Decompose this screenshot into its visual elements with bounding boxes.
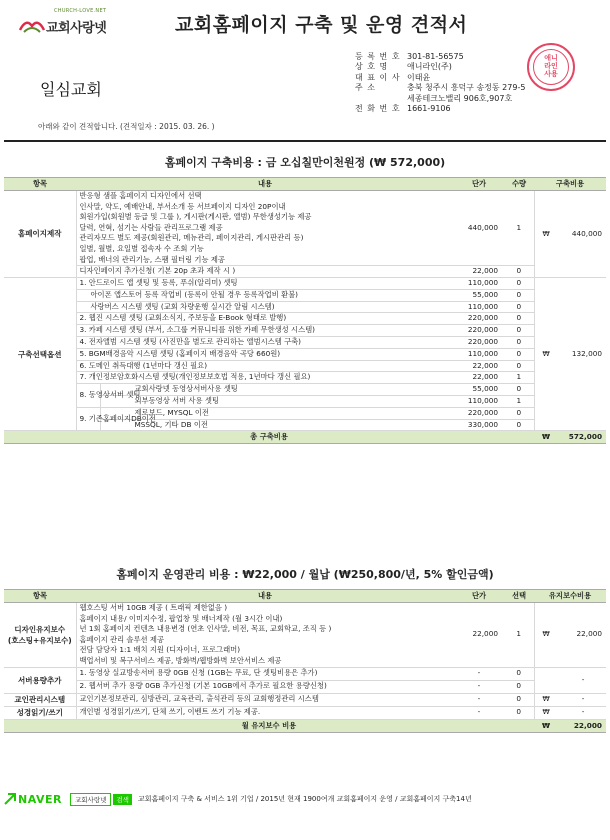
qty-cell: 0 [504, 667, 534, 680]
category-maintenance: 디자인유지보수 (호스팅+유지보수) [4, 603, 76, 668]
table-row [4, 313, 606, 325]
content-line: 일별, 월별, 요일별 접속자 수 조회 기능 [79, 243, 204, 253]
qty-cell: 0 [504, 348, 534, 360]
logo-url: CHURCH-LOVE.NET [54, 8, 107, 14]
issuer-value: 1661-9106 [407, 104, 451, 114]
issuer-row [355, 104, 605, 115]
logo-mark-icon [18, 16, 46, 34]
header-item: 항목 [4, 590, 76, 603]
footer [4, 790, 606, 808]
table-row [4, 277, 606, 289]
header-divider [4, 140, 606, 142]
content-line: 홈페이지 내용/ 이미지수정, 팝업창 및 배너제작 (월 3시간 이내) [79, 613, 283, 623]
header-price: 단가 [454, 590, 504, 603]
cost-cell: 132,000 [560, 277, 606, 430]
table-row [4, 680, 606, 693]
issuer-key: 등 록 번 호 [355, 51, 401, 61]
naver-logo: NAVER [18, 792, 62, 806]
content-line: 백업서비 및 복구서비스 제공, 방화벽/웹방화벽 보안서비스 제공 [79, 655, 282, 665]
content-line: 팝업, 배너의 관리기능, 스팸 필터링 기능 제공 [79, 254, 225, 264]
option-video-label: 8. 동영상서버 셋팅 [76, 384, 100, 408]
category-options: 구축선택옵션 [4, 277, 76, 430]
content-cell: 아이폰 앱스토어 등록 작업비 (등록이 안될 경우 등록작업비 환불) [76, 289, 454, 301]
qty-cell: 0 [504, 289, 534, 301]
issuer-value: 이태윤 [407, 72, 431, 82]
qty-cell: 1 [504, 372, 534, 384]
price-cell: 22,000 [454, 603, 504, 668]
category-homepage: 홈페이지제작 [4, 191, 76, 278]
document-title: 교회홈페이지 구축 및 운영 견적서 [175, 14, 468, 36]
issuer-value: 애니라인(주) [407, 62, 452, 72]
qty-cell: 0 [504, 313, 534, 325]
content-cell: 외부동영상 서버 사용 셋팅 [100, 395, 454, 407]
content-cell: 6. 도메인 취득대행 (1년마다 갱신 필요) [76, 360, 454, 372]
price-cell: 110,000 [454, 301, 504, 313]
qty-cell: 0 [504, 706, 534, 719]
table-row [4, 289, 606, 301]
seal-text: 애니 라인 사용 [544, 54, 558, 78]
issuer-value: 301-81-56575 [407, 51, 464, 61]
header-qty: 선택 [504, 590, 534, 603]
qty-cell: 0 [504, 680, 534, 693]
category-bible: 성경읽기/쓰기 [4, 706, 76, 719]
category-member: 교인관리시스템 [4, 693, 76, 706]
content-cell: 사랑버스 시스템 셋팅 (교회 차량운행 실시간 알림 시스템) [76, 301, 454, 313]
total-row [4, 431, 606, 444]
price-cell: - [454, 693, 504, 706]
table-row [4, 407, 606, 419]
qty-cell: 0 [504, 407, 534, 419]
currency-cell: ₩ [534, 719, 560, 732]
header-content: 내용 [76, 178, 454, 191]
qty-cell: 0 [504, 693, 534, 706]
qty-cell: 1 [504, 191, 534, 266]
qty-cell: 0 [504, 419, 534, 431]
table-row [4, 693, 606, 706]
naver-search-button[interactable]: 검색 [113, 794, 132, 805]
logo-text: 교회사랑넷 [46, 21, 107, 36]
company-seal [527, 43, 575, 91]
table-row [4, 191, 606, 266]
content-cell: 디자인페이지 추가신청( 기본 20p 초과 제작 시 ) [76, 266, 454, 278]
qty-cell: 0 [504, 336, 534, 348]
price-cell: 440,000 [454, 191, 504, 266]
cost-cell: 440,000 [560, 191, 606, 278]
price-cell: - [454, 667, 504, 680]
content-line: 웹호스팅 서버 10GB 제공 ( 트래픽 제한없음 ) [79, 603, 228, 612]
table-row [4, 336, 606, 348]
content-line: 홈페이지 관리 솔루션 제공 [79, 634, 164, 644]
cost-cell: - [560, 706, 606, 719]
option-db-label: 9. 기존홈페이지DB이전 [76, 407, 100, 431]
total-row [4, 719, 606, 732]
header-cost: 구축비용 [534, 178, 606, 191]
price-cell: 110,000 [454, 348, 504, 360]
content-cell: 교회사랑넷 동영상서버사용 셋팅 [100, 384, 454, 396]
price-cell: 110,000 [454, 277, 504, 289]
cost-cell: - [560, 667, 606, 693]
content-line: 반응형 샘플 홈페이지 디자인에서 선택 [79, 191, 202, 200]
price-cell: 220,000 [454, 407, 504, 419]
content-cell: 3. 카페 시스템 셋팅 (부서, 소그룹 커뮤니티를 위한 카페 무한생성 시스템) [76, 325, 454, 337]
price-cell: 110,000 [454, 395, 504, 407]
price-cell: - [454, 706, 504, 719]
total-label: 총 구축비용 [4, 431, 534, 444]
table-row [4, 706, 606, 719]
currency-cell: ₩ [534, 431, 560, 444]
price-cell: 22,000 [454, 266, 504, 278]
content-line: 달력, 연혁, 섬기는 사람들 관리프로그램 제공 [79, 222, 223, 232]
price-cell: 330,000 [454, 419, 504, 431]
content-cell: 1. 동영상 실교방송서버 용량 0GB 신청 (1GB는 무료, 단 셋팅비용은 추가) [76, 667, 454, 680]
header-item: 항목 [4, 178, 76, 191]
table-row [4, 325, 606, 337]
homepage-content [76, 191, 454, 266]
price-cell: 55,000 [454, 289, 504, 301]
header-qty: 수량 [504, 178, 534, 191]
currency-cell: ₩ [534, 191, 560, 278]
intro-text: 아래와 같이 견적합니다. (견적일자 : 2015. 03. 26. ) [38, 122, 215, 131]
content-cell: MSSQL, 기타 DB 이전 [100, 419, 454, 431]
table-row [4, 603, 606, 668]
issuer-address-line2: 세종테크노밸리 906호,907호 [407, 94, 513, 103]
content-cell: 4. 전자앨범 시스템 셋팅 (사진만을 별도로 관리하는 앨범시스템 구축) [76, 336, 454, 348]
content-cell: 5. BGM배경음악 시스템 셋팅 (홈페이지 배경음악 곡당 660원) [76, 348, 454, 360]
qty-cell: 0 [504, 277, 534, 289]
table-header-row [4, 590, 606, 603]
table-row [4, 360, 606, 372]
price-cell: 22,000 [454, 372, 504, 384]
issuer-key: 상 호 명 [355, 62, 389, 72]
naver-search [4, 793, 132, 806]
logo [12, 8, 122, 38]
price-cell: 55,000 [454, 384, 504, 396]
content-line: 년 1회 홈페이지 컨텐츠 내용변경 (연초 인사말, 비전, 목표, 교회학교, 조직 등 ) [79, 624, 332, 634]
table-row [4, 348, 606, 360]
content-line: 관리자모드 별도 제공(회원관리, 메뉴관리, 페이지관리, 게시판관리 등) [79, 233, 304, 243]
maintenance-content [76, 603, 454, 668]
total-value: 572,000 [560, 431, 606, 444]
content-line: 회원가입(회원별 등급 및 그룹 ), 게시판(게시판, 앨범) 무한생성기능 제공 [79, 212, 312, 222]
content-cell: 교인기본정보관리, 심방관리, 교육관리, 출석관리 등의 교회행정관리 시스템 [76, 693, 454, 706]
currency-cell [534, 667, 560, 693]
qty-cell: 0 [504, 384, 534, 396]
naver-search-input[interactable]: 교회사랑넷 [70, 793, 111, 806]
build-table [4, 177, 606, 444]
qty-cell: 0 [504, 325, 534, 337]
header-cost: 유지보수비용 [534, 590, 606, 603]
footer-text: 교회홈페이지 구축 & 서비스 1위 기업 / 2015년 현재 1900여개 교회홈페이지 운영 / 교회홈페이지 구축14년 [137, 795, 472, 803]
cost-cell: - [560, 693, 606, 706]
content-cell: 제로보드, MYSQL 이전 [100, 407, 454, 419]
table-header-row [4, 178, 606, 191]
qty-cell: 0 [504, 266, 534, 278]
price-cell: 220,000 [454, 336, 504, 348]
content-cell: 개인별 성경읽기/쓰기, 단체 쓰기, 이벤트 쓰기 기능 제공. [76, 706, 454, 719]
table-row [4, 384, 606, 396]
qty-cell: 0 [504, 301, 534, 313]
ops-section-title: 홈페이지 운영관리 비용 : ₩22,000 / 월납 (₩250,800/년, 5% 할인금액) [116, 568, 494, 581]
currency-cell: ₩ [534, 277, 560, 430]
issuer-key: 대 표 이 사 [355, 72, 401, 82]
issuer-key: 주 소 [355, 83, 376, 93]
content-cell: 7. 개인정보암호화시스템 셋팅(개인정보보호법 적용, 1년마다 갱신 필요) [76, 372, 454, 384]
build-section-title: 홈페이지 구축비용 : 금 오십칠만이천원정 (₩ 572,000) [164, 156, 446, 169]
price-cell: - [454, 680, 504, 693]
total-label: 월 유지보수 비용 [4, 719, 534, 732]
client-name: 일심교회 [40, 80, 102, 99]
content-cell: 2. 웹서버 추가 용량 0GB 추가신청 (기본 10GB에서 추가로 필요한 용량신청) [76, 680, 454, 693]
table-row [4, 372, 606, 384]
category-server: 서버용량추가 [4, 667, 76, 693]
content-line: 인사말, 약도, 예배안내, 부서소개 등 서브페이지 디자인 20P이내 [79, 201, 286, 211]
naver-arrow-icon [4, 793, 16, 805]
content-cell: 2. 웹진 시스템 셋팅 (교회소식지, 주보등을 E-Book 형태로 발행) [76, 313, 454, 325]
ops-table [4, 589, 606, 733]
total-value: 22,000 [560, 719, 606, 732]
currency-cell: ₩ [534, 693, 560, 706]
header-content: 내용 [76, 590, 454, 603]
price-cell: 220,000 [454, 313, 504, 325]
table-row [4, 301, 606, 313]
cost-cell: 22,000 [560, 603, 606, 668]
price-cell: 22,000 [454, 360, 504, 372]
table-row [4, 667, 606, 680]
qty-cell: 1 [504, 603, 534, 668]
table-row [4, 266, 606, 278]
issuer-key: 전 화 번 호 [355, 104, 401, 114]
issuer-value: 충북 청주시 흥덕구 송정동 279-5 [407, 83, 526, 93]
qty-cell: 0 [504, 360, 534, 372]
content-cell: 1. 안드로이드 앱 셋팅 및 등록, 푸쉬(알리미) 셋팅 [76, 277, 454, 289]
currency-cell: ₩ [534, 603, 560, 668]
qty-cell: 1 [504, 395, 534, 407]
content-line: 전담 담당자 1:1 배치 지원 (디자이너, 프로그래머) [79, 645, 241, 655]
currency-cell: ₩ [534, 706, 560, 719]
price-cell: 220,000 [454, 325, 504, 337]
seal-inner [533, 49, 569, 85]
header-price: 단가 [454, 178, 504, 191]
